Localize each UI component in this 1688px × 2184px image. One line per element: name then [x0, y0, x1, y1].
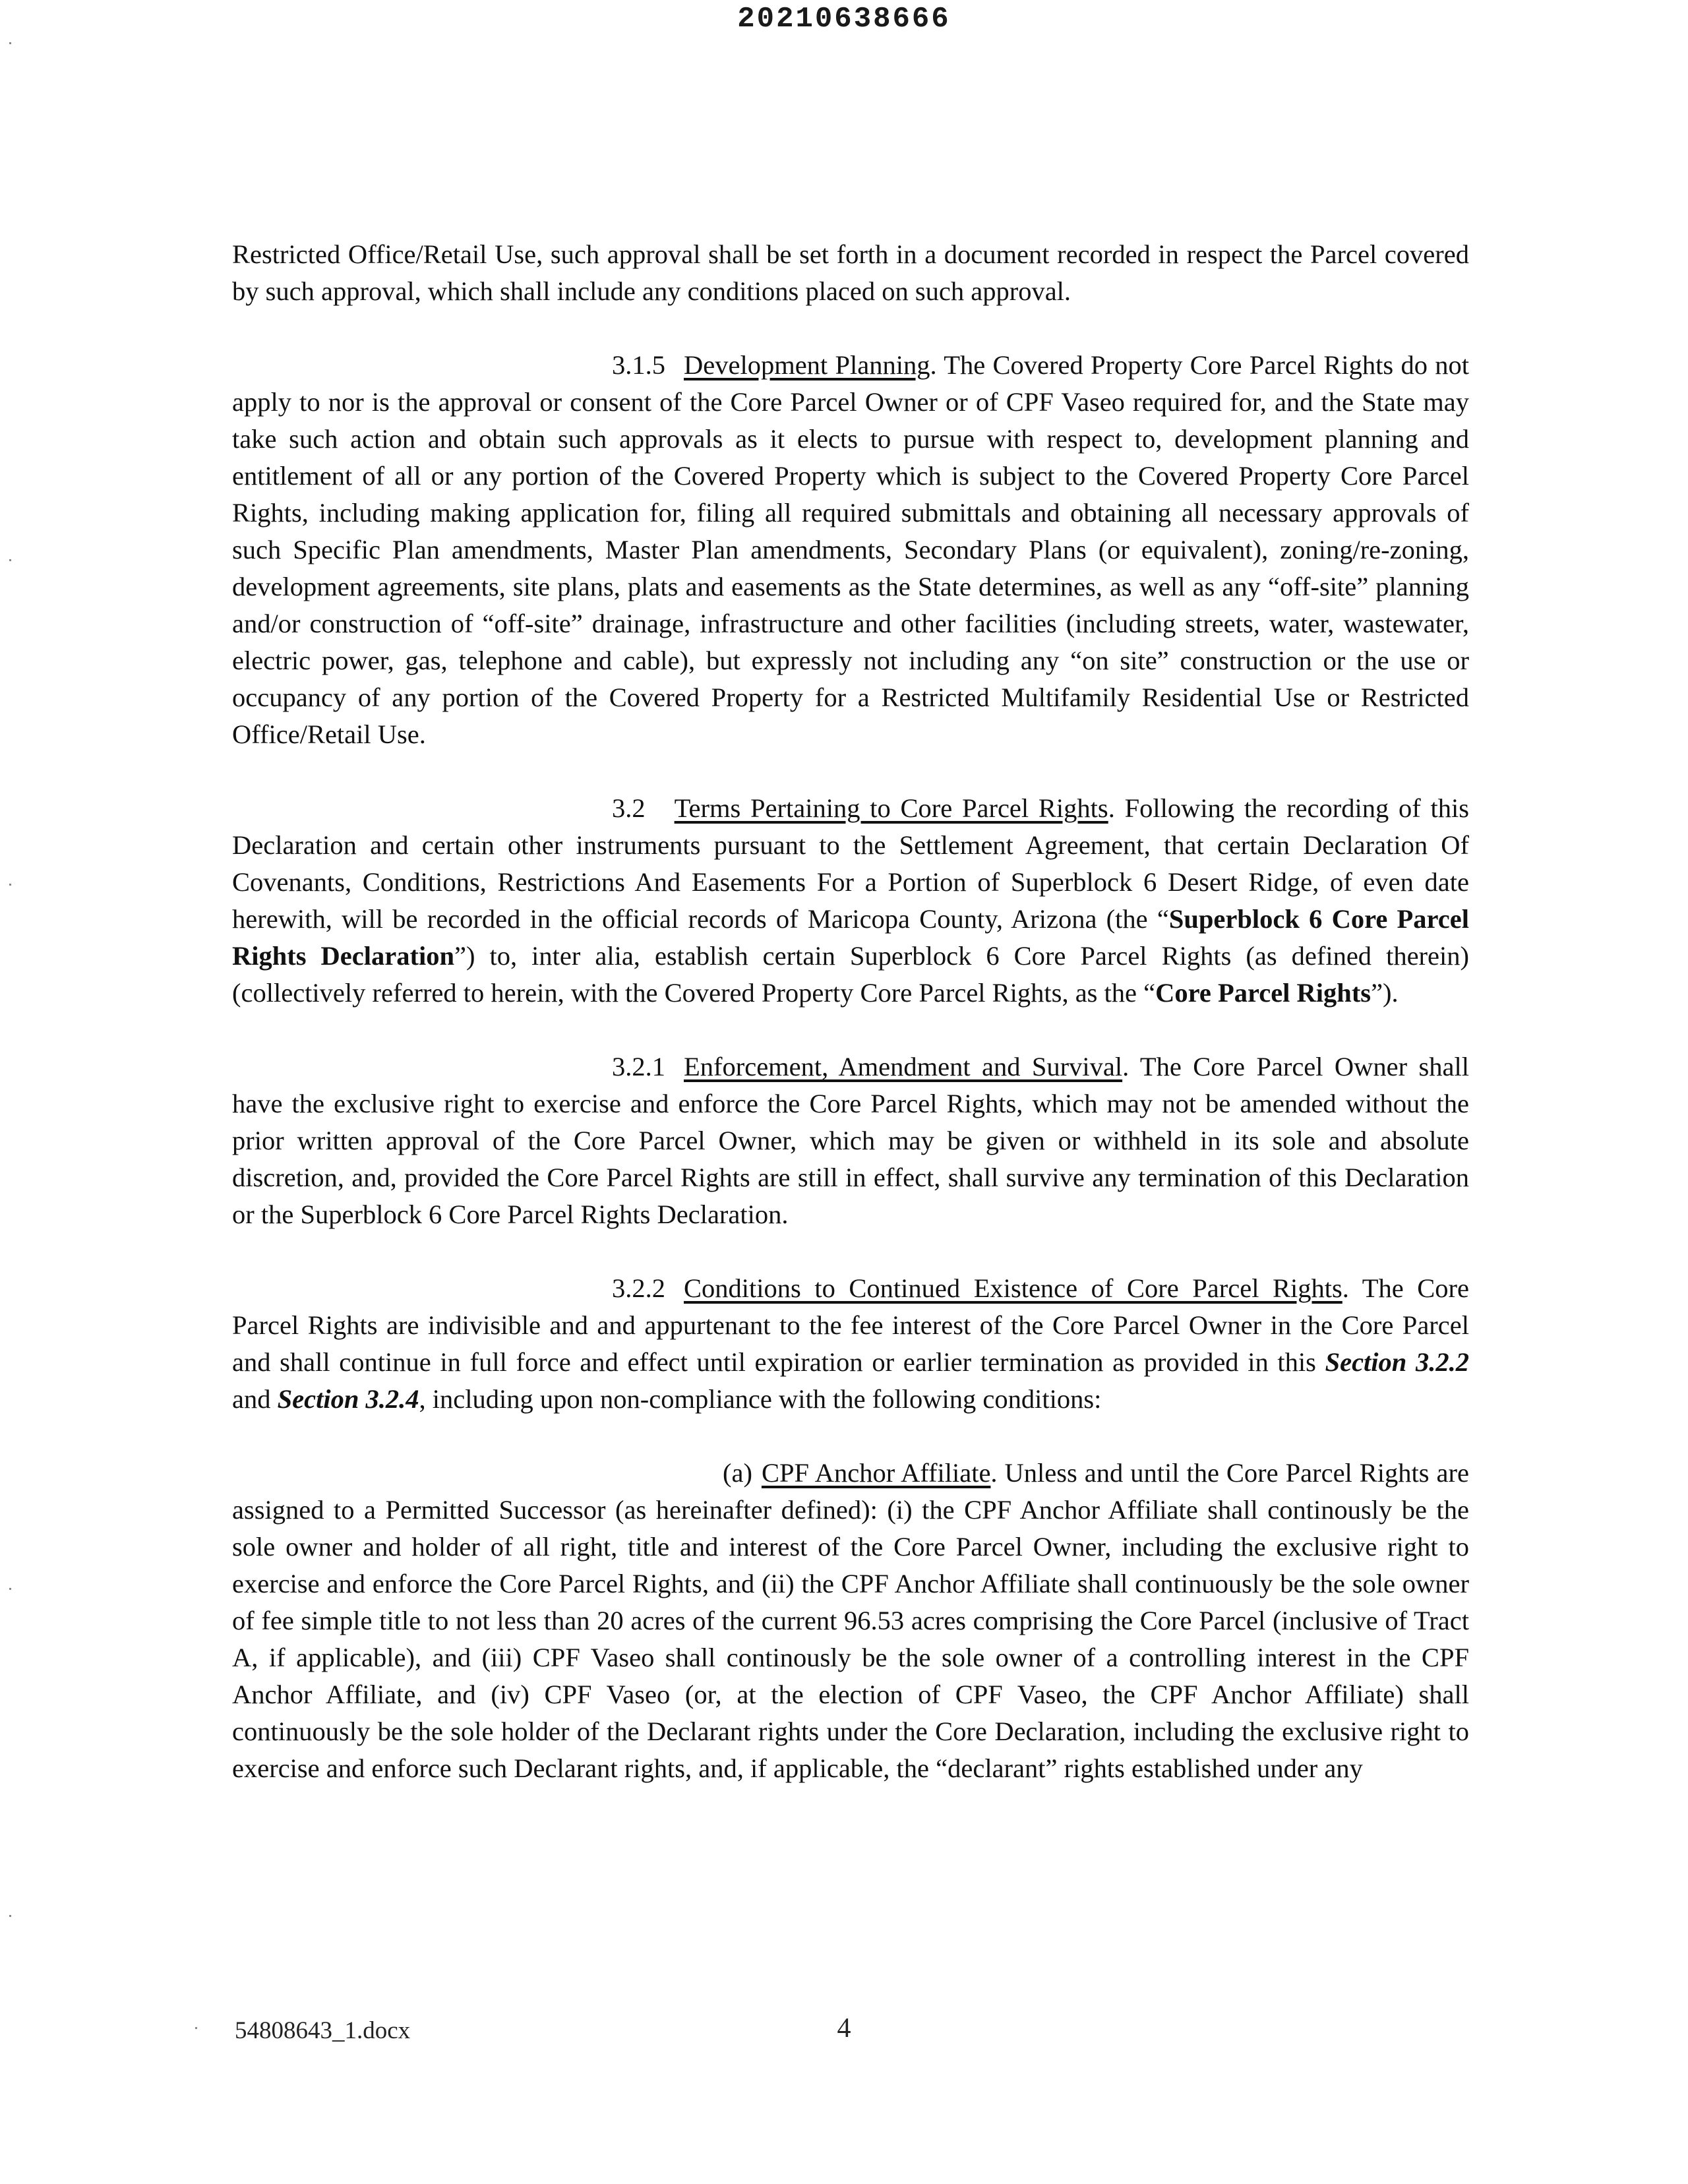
paragraph-text: and: [232, 1384, 278, 1414]
section-number: 3.2: [612, 793, 646, 823]
section-reference: Section 3.2.4: [277, 1384, 419, 1414]
paragraph-text: . Following the recording of this Declaration and certain other instruments pursuant to the Settlement Agreement, that certain Declaration Of Covenants, Conditions, Restrictions And Easements For a Portion of Superblock 6 Desert Ridge, of even date herewith, will be recorded in the official records of Maricopa County, Arizona (the “: [232, 793, 1469, 934]
paragraph-continuation: [232, 236, 1469, 310]
section-heading: Terms Pertaining to Core Parcel Rights: [674, 793, 1108, 823]
defined-term: Superblock 6 Core Parcel Rights Declaration: [232, 904, 1469, 971]
scan-artifact: [9, 1915, 11, 1917]
paragraph-text: . Unless and until the Core Parcel Rights are assigned to a Permitted Successor (as hereinafter defined): (i) the CPF Anchor Affiliate shall continously be the sole owner and holder of all right, title and interest of the Core Parcel Owner, including the exclusive right to exercise and enforce the Core Parcel Rights, and (ii) the CPF Anchor Affiliate shall continuously be the sole owner of fee simple title to not less than 20 acres of the current 96.53 acres comprising the Core Parcel (inclusive of Tract A, if applicable), and (iii) CPF Vaseo shall continously be the sole owner of a controlling interest in the CPF Anchor Affiliate, and (iv) CPF Vaseo (or, at the election of CPF Vaseo, the CPF Anchor Affiliate) shall continuously be the sole holder of the Declarant rights under the Core Declaration, including the exclusive right to exercise and enforce such Declarant rights, and, if applicable, the “declarant” rights established under any: [232, 1458, 1469, 1783]
document-body: [232, 236, 1469, 1824]
scan-artifact: [9, 1588, 11, 1590]
paragraph-text: , including upon non-compliance with the following conditions:: [419, 1384, 1102, 1414]
recording-number: 20210638666: [737, 3, 951, 36]
scan-artifact: [9, 559, 11, 561]
paragraph-text: Restricted Office/Retail Use, such approval shall be set forth in a document recorded in respect the Parcel covered by such approval, which shall include any conditions placed on such approval.: [232, 239, 1469, 306]
section-3-1-5: [232, 347, 1469, 753]
section-number: 3.2.1: [612, 1052, 665, 1081]
paragraph-text: . The Core Parcel Owner shall have the exclusive right to exercise and enforce the Core Parcel Rights, which may not be amended without the prior written approval of the Core Parcel Owner, which may be given or withheld in its sole and absolute discretion, and, provided the Core Parcel Rights are still in effect, shall survive any termination of this Declaration or the Superblock 6 Core Parcel Rights Declaration.: [232, 1052, 1469, 1229]
paragraph-text: . The Covered Property Core Parcel Rights do not apply to nor is the approval or consent of the Core Parcel Owner or of CPF Vaseo required for, and the State may take such action and obtain such approvals as it elects to pursue with respect to, development planning and entitlement of all or any portion of the Covered Property which is subject to the Covered Property Core Parcel Rights, including making application for, filing all required submittals and obtaining all necessary approvals of such Specific Plan amendments, Master Plan amendments, Secondary Plans (or equivalent), zoning/re-zoning, development agreements, site plans, plats and easements as the State determines, as well as any “off-site” planning and/or construction of “off-site” drainage, infrastructure and other facilities (including streets, water, wastewater, electric power, gas, telephone and cable), but expressly not including any “on site” construction or the use or occupancy of any portion of the Covered Property for a Restricted Multifamily Residential Use or Restricted Office/Retail Use.: [232, 350, 1470, 749]
paragraph-text: . The Core Parcel Rights are indivisible and and appurtenant to the fee interest of the Core Parcel Owner in the Core Parcel and shall continue in full force and effect until expiration or earlier termination as provided in this: [232, 1273, 1469, 1377]
section-reference: Section 3.2.2: [1325, 1347, 1469, 1377]
scan-artifact: [195, 2027, 197, 2029]
footer-page-number: 4: [837, 2013, 851, 2044]
defined-term: Core Parcel Rights: [1155, 978, 1372, 1008]
section-heading: Enforcement, Amendment and Survival: [684, 1052, 1123, 1081]
subsection-a: [232, 1455, 1469, 1787]
section-number: 3.2.2: [612, 1273, 665, 1303]
subsection-label: (a): [723, 1458, 752, 1488]
section-3-2: [232, 790, 1469, 1012]
section-number: 3.1.5: [612, 350, 665, 380]
paragraph-text: ”) to, inter alia, establish certain Superblock 6 Core Parcel Rights (as defined therein) (collectively referred to herein, with the Covered Property Core Parcel Rights, as the “: [232, 941, 1469, 1008]
section-heading: Conditions to Continued Existence of Core Parcel Rights: [684, 1273, 1342, 1303]
section-heading: Development Planning: [684, 350, 930, 380]
scan-artifact: [9, 884, 11, 886]
section-3-2-2: [232, 1270, 1469, 1418]
footer-file-name: 54808643_1.docx: [235, 2017, 411, 2044]
paragraph-text: ”).: [1371, 978, 1399, 1008]
section-3-2-1: [232, 1048, 1469, 1233]
scan-artifact: [9, 42, 11, 44]
section-heading: CPF Anchor Affiliate: [761, 1458, 991, 1488]
